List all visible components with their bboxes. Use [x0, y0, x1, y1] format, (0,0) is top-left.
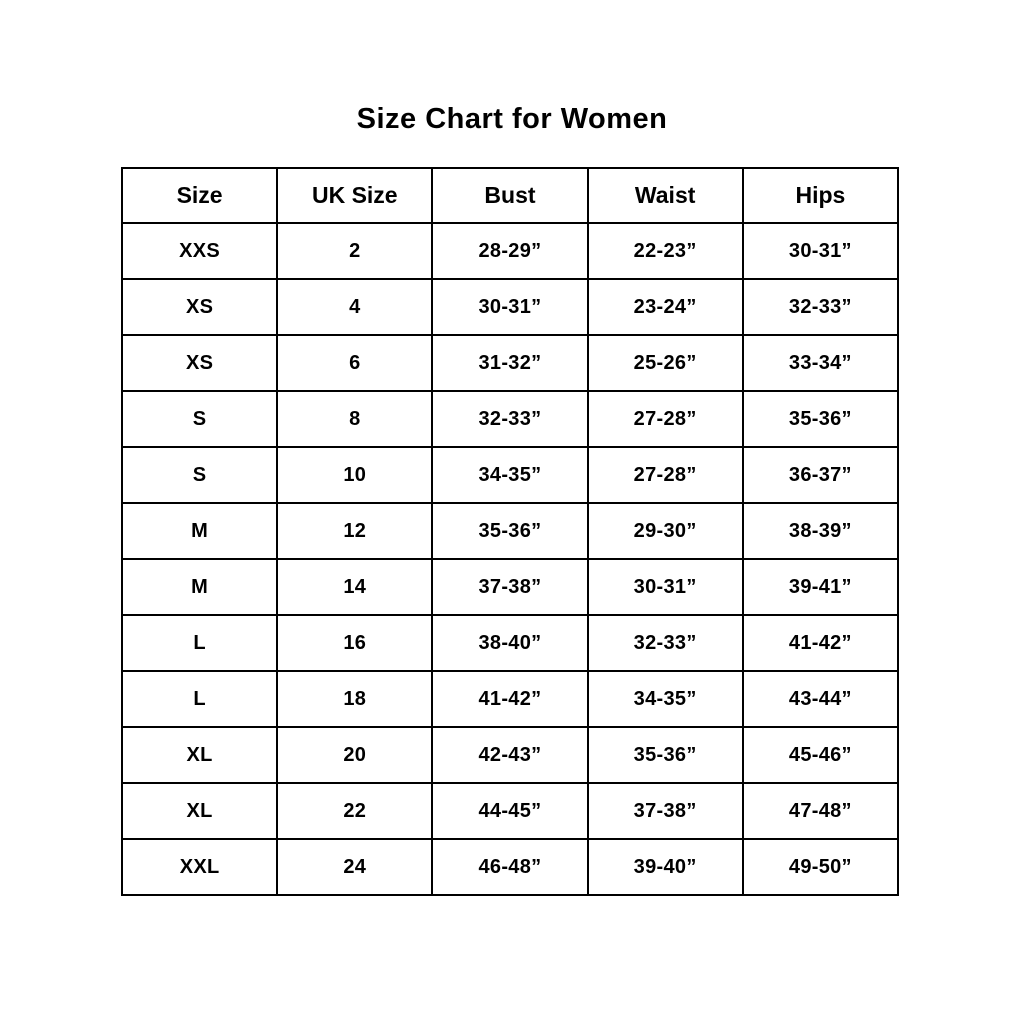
table-cell: 45-46” [743, 727, 898, 783]
table-row [122, 335, 898, 391]
table-cell: 35-36” [432, 503, 587, 559]
table-cell: 30-31” [743, 223, 898, 279]
table-row [122, 447, 898, 503]
table-cell: 22 [277, 783, 432, 839]
table-cell: 8 [277, 391, 432, 447]
table-cell: 18 [277, 671, 432, 727]
table-cell: 43-44” [743, 671, 898, 727]
table-cell: 32-33” [588, 615, 743, 671]
table-row [122, 391, 898, 447]
table-cell: 34-35” [588, 671, 743, 727]
table-row [122, 279, 898, 335]
table-cell: 27-28” [588, 447, 743, 503]
table-row [122, 727, 898, 783]
table-cell: 33-34” [743, 335, 898, 391]
table-row [122, 615, 898, 671]
size-chart-table [121, 167, 899, 896]
table-cell: 37-38” [588, 783, 743, 839]
table-cell: 23-24” [588, 279, 743, 335]
table-cell: 31-32” [432, 335, 587, 391]
table-cell: L [122, 615, 277, 671]
table-cell: 16 [277, 615, 432, 671]
table-cell: 32-33” [743, 279, 898, 335]
table-cell: XL [122, 783, 277, 839]
table-cell: M [122, 559, 277, 615]
table-cell: 34-35” [432, 447, 587, 503]
table-cell: XS [122, 279, 277, 335]
column-header: Size [122, 168, 277, 223]
table-cell: M [122, 503, 277, 559]
table-cell: 35-36” [588, 727, 743, 783]
table-cell: 4 [277, 279, 432, 335]
table-cell: 35-36” [743, 391, 898, 447]
table-row [122, 559, 898, 615]
table-cell: XXS [122, 223, 277, 279]
table-cell: 32-33” [432, 391, 587, 447]
size-chart-table-body [122, 223, 898, 895]
table-row [122, 503, 898, 559]
table-cell: XL [122, 727, 277, 783]
table-row [122, 783, 898, 839]
table-cell: S [122, 391, 277, 447]
table-cell: 25-26” [588, 335, 743, 391]
table-cell: 14 [277, 559, 432, 615]
table-cell: 30-31” [588, 559, 743, 615]
table-cell: 29-30” [588, 503, 743, 559]
table-cell: 2 [277, 223, 432, 279]
table-cell: 47-48” [743, 783, 898, 839]
page-title: Size Chart for Women [356, 103, 668, 135]
column-header: Hips [743, 168, 898, 223]
table-cell: 42-43” [432, 727, 587, 783]
table-cell: 46-48” [432, 839, 587, 895]
table-row [122, 671, 898, 727]
table-cell: 6 [277, 335, 432, 391]
table-cell: 28-29” [432, 223, 587, 279]
table-cell: 10 [277, 447, 432, 503]
table-cell: 22-23” [588, 223, 743, 279]
header-row [122, 168, 898, 223]
column-header: Bust [432, 168, 587, 223]
table-cell: 39-41” [743, 559, 898, 615]
table-cell: 27-28” [588, 391, 743, 447]
table-cell: XXL [122, 839, 277, 895]
table-cell: 20 [277, 727, 432, 783]
table-row [122, 223, 898, 279]
table-cell: 41-42” [432, 671, 587, 727]
table-cell: 49-50” [743, 839, 898, 895]
table-cell: L [122, 671, 277, 727]
table-cell: 30-31” [432, 279, 587, 335]
table-cell: 44-45” [432, 783, 587, 839]
table-cell: 36-37” [743, 447, 898, 503]
table-cell: XS [122, 335, 277, 391]
table-cell: 39-40” [588, 839, 743, 895]
table-cell: 41-42” [743, 615, 898, 671]
table-cell: 24 [277, 839, 432, 895]
column-header: Waist [588, 168, 743, 223]
table-row [122, 839, 898, 895]
table-cell: S [122, 447, 277, 503]
table-cell: 37-38” [432, 559, 587, 615]
table-cell: 38-39” [743, 503, 898, 559]
column-header: UK Size [277, 168, 432, 223]
table-cell: 38-40” [432, 615, 587, 671]
table-cell: 12 [277, 503, 432, 559]
size-chart-table-head [122, 168, 898, 223]
